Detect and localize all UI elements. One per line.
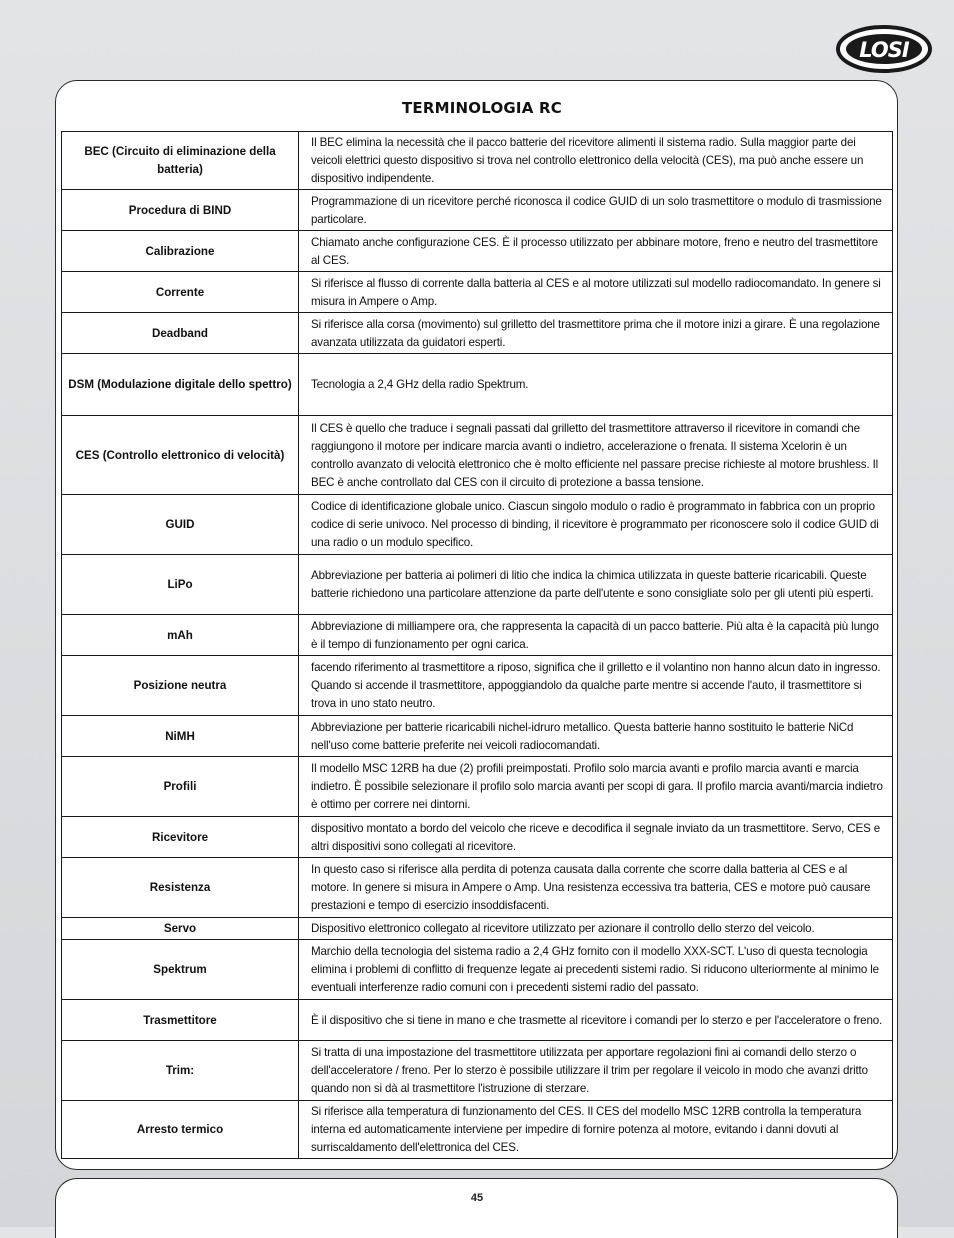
glossary-definition: dispositivo montato a bordo del veicolo che riceve e decodifica il segnale inviato da un trasmettitore. Servo, CES e altri dispositivi sono collegati al ricevitore. xyxy=(299,817,893,858)
page-number: 45 xyxy=(470,1192,484,1204)
glossary-definition: Abbreviazione per batteria ai polimeri di litio che indica la chimica utilizzata in queste batterie ricaricabili. Queste batterie richiedono una particolare attenzione da parte dell'utente e sono consigliate solo per gli utenti più esperti. xyxy=(299,555,893,615)
glossary-definition: Si riferisce alla corsa (movimento) sul grilletto del trasmettitore prima che il motore inizi a girare. È una regolazione avanzata utilizzata da guidatori esperti. xyxy=(299,313,893,354)
glossary-term: LiPo xyxy=(62,555,299,615)
glossary-row xyxy=(62,858,893,918)
glossary-row xyxy=(62,313,893,354)
glossary-definition: Abbreviazione di milliampere ora, che rappresenta la capacità di un pacco batterie. Più alta è la capacità più lungo è il tempo di funzionamento per ogni carica. xyxy=(299,615,893,656)
glossary-definition: Si riferisce al flusso di corrente dalla batteria al CES e al motore utilizzati sul modello radiocomandato. In genere si misura in Ampere o Amp. xyxy=(299,272,893,313)
glossary-definition: Tecnologia a 2,4 GHz della radio Spektrum. xyxy=(299,354,893,416)
glossary-body xyxy=(62,132,893,1159)
glossary-term: BEC (Circuito di eliminazione della batteria) xyxy=(62,132,299,190)
glossary-term: Calibrazione xyxy=(62,231,299,272)
glossary-term: Procedura di BIND xyxy=(62,190,299,231)
glossary-definition: Marchio della tecnologia del sistema radio a 2,4 GHz fornito con il modello XXX-SCT. L'uso di questa tecnologia elimina i problemi di conflitto di frequenze legate ai precedenti sistemi radio. Si riducono ulteriormente al minimo le eventuali interferenze radio comuni con i precedenti sistemi radio del passato. xyxy=(299,940,893,1000)
glossary-definition: È il dispositivo che si tiene in mano e che trasmette al ricevitore i comandi per lo sterzo e per l'acceleratore o freno. xyxy=(299,1000,893,1041)
glossary-row xyxy=(62,1101,893,1159)
glossary-row xyxy=(62,716,893,757)
glossary-term: Arresto termico xyxy=(62,1101,299,1159)
glossary-term: Posizione neutra xyxy=(62,656,299,716)
glossary-definition: Abbreviazione per batterie ricaricabili nichel-idruro metallico. Questa batterie hanno sostituito le batterie NiCd nell'uso come batterie preferite nei veicoli radiocomandati. xyxy=(299,716,893,757)
glossary-row xyxy=(62,354,893,416)
glossary-term: mAh xyxy=(62,615,299,656)
glossary-term: Profili xyxy=(62,757,299,817)
losi-logo xyxy=(834,22,934,74)
glossary-term: Trim: xyxy=(62,1041,299,1101)
glossary-definition: Chiamato anche configurazione CES. È il processo utilizzato per abbinare motore, freno e neutro del trasmettitore al CES. xyxy=(299,231,893,272)
glossary-row xyxy=(62,416,893,495)
glossary-definition: Dispositivo elettronico collegato al ricevitore utilizzato per azionare il controllo dello sterzo del veicolo. xyxy=(299,918,893,940)
glossary-term: NiMH xyxy=(62,716,299,757)
glossary-term: DSM (Modulazione digitale dello spettro) xyxy=(62,354,299,416)
glossary-row xyxy=(62,495,893,555)
glossary-table xyxy=(61,131,893,1159)
glossary-term: GUID xyxy=(62,495,299,555)
glossary-term: Trasmettitore xyxy=(62,1000,299,1041)
logo-text: LOSI xyxy=(859,38,909,62)
glossary-row xyxy=(62,656,893,716)
glossary-term: Corrente xyxy=(62,272,299,313)
glossary-row xyxy=(62,1000,893,1041)
glossary-definition: facendo riferimento al trasmettitore a riposo, significa che il grilletto e il volantino non hanno alcun dato in ingresso. Quando si accende il trasmettitore, appoggiandolo da qualche parte mentre si accende l'auto, il trasmettitore si trova in uno stato neutro. xyxy=(299,656,893,716)
glossary-row xyxy=(62,757,893,817)
glossary-definition: Codice di identificazione globale unico. Ciascun singolo modulo o radio è programmato in fabbrica con un proprio codice di serie univoco. Nel processo di binding, il ricevitore è programmato per riconoscere solo il codice GUID di una radio o un modulo specifico. xyxy=(299,495,893,555)
glossary-term: CES (Controllo elettronico di velocità) xyxy=(62,416,299,495)
section-title: TERMINOLOGIA RC xyxy=(402,99,562,117)
glossary-definition: In questo caso si riferisce alla perdita di potenza causata dalla corrente che scorre dalla batteria al CES e al motore. In genere si misura in Ampere o Amp. Una resistenza eccessiva tra batteria, CES e motore può causare prestazioni e tempo di esercizio insoddisfacenti. xyxy=(299,858,893,918)
glossary-row xyxy=(62,555,893,615)
glossary-term: Ricevitore xyxy=(62,817,299,858)
glossary-row xyxy=(62,231,893,272)
glossary-row xyxy=(62,1041,893,1101)
footer-bar xyxy=(55,1178,898,1238)
glossary-definition: Si riferisce alla temperatura di funzionamento del CES. Il CES del modello MSC 12RB controlla la temperatura interna ed automaticamente interviene per impedire di fornire potenza al motore, evitando i danni dovuti al surriscaldamento dell'elettronica del CES. xyxy=(299,1101,893,1159)
glossary-term: Servo xyxy=(62,918,299,940)
glossary-definition: Programmazione di un ricevitore perché riconosca il codice GUID di un solo trasmettitore o modulo di trasmissione particolare. xyxy=(299,190,893,231)
glossary-definition: Il CES è quello che traduce i segnali passati dal grilletto del trasmettitore attraverso il ricevitore in comandi che raggiungono il motore per indicare marcia avanti o indietro, accelerazione o frenata. Il sistema Xcelorin è un controllo avanzato di velocità elettronico che è molto efficiente nel passare precise richieste al motore brushless. Il BEC è anche controllato dal CES con il circuito di protezione a bassa tensione. xyxy=(299,416,893,495)
glossary-term: Spektrum xyxy=(62,940,299,1000)
glossary-row xyxy=(62,132,893,190)
glossary-definition: Si tratta di una impostazione del trasmettitore utilizzata per apportare regolazioni fini ai comandi dello sterzo o dell'acceleratore / freno. Per lo sterzo è possibile utilizzare il trim per regolare il veicolo in modo che avanzi dritto quando non si dà al trasmettitore l'istruzione di sterzare. xyxy=(299,1041,893,1101)
glossary-row xyxy=(62,615,893,656)
glossary-row xyxy=(62,190,893,231)
glossary-definition: Il modello MSC 12RB ha due (2) profili preimpostati. Profilo solo marcia avanti e profilo marcia avanti e marcia indietro. È possibile selezionare il profilo solo marcia avanti per scopi di gara. Il profilo marcia avanti/marcia indietro è ottimo per correre nei dintorni. xyxy=(299,757,893,817)
glossary-row xyxy=(62,940,893,1000)
glossary-row xyxy=(62,817,893,858)
glossary-term: Deadband xyxy=(62,313,299,354)
glossary-row xyxy=(62,272,893,313)
glossary-definition: Il BEC elimina la necessità che il pacco batterie del ricevitore alimenti il sistema radio. Sulla maggior parte dei veicoli elettrici questo dispositivo si trova nel controllo elettronico della velocità (CES), ma può anche essere un dispositivo indipendente. xyxy=(299,132,893,190)
glossary-term: Resistenza xyxy=(62,858,299,918)
glossary-row xyxy=(62,918,893,940)
